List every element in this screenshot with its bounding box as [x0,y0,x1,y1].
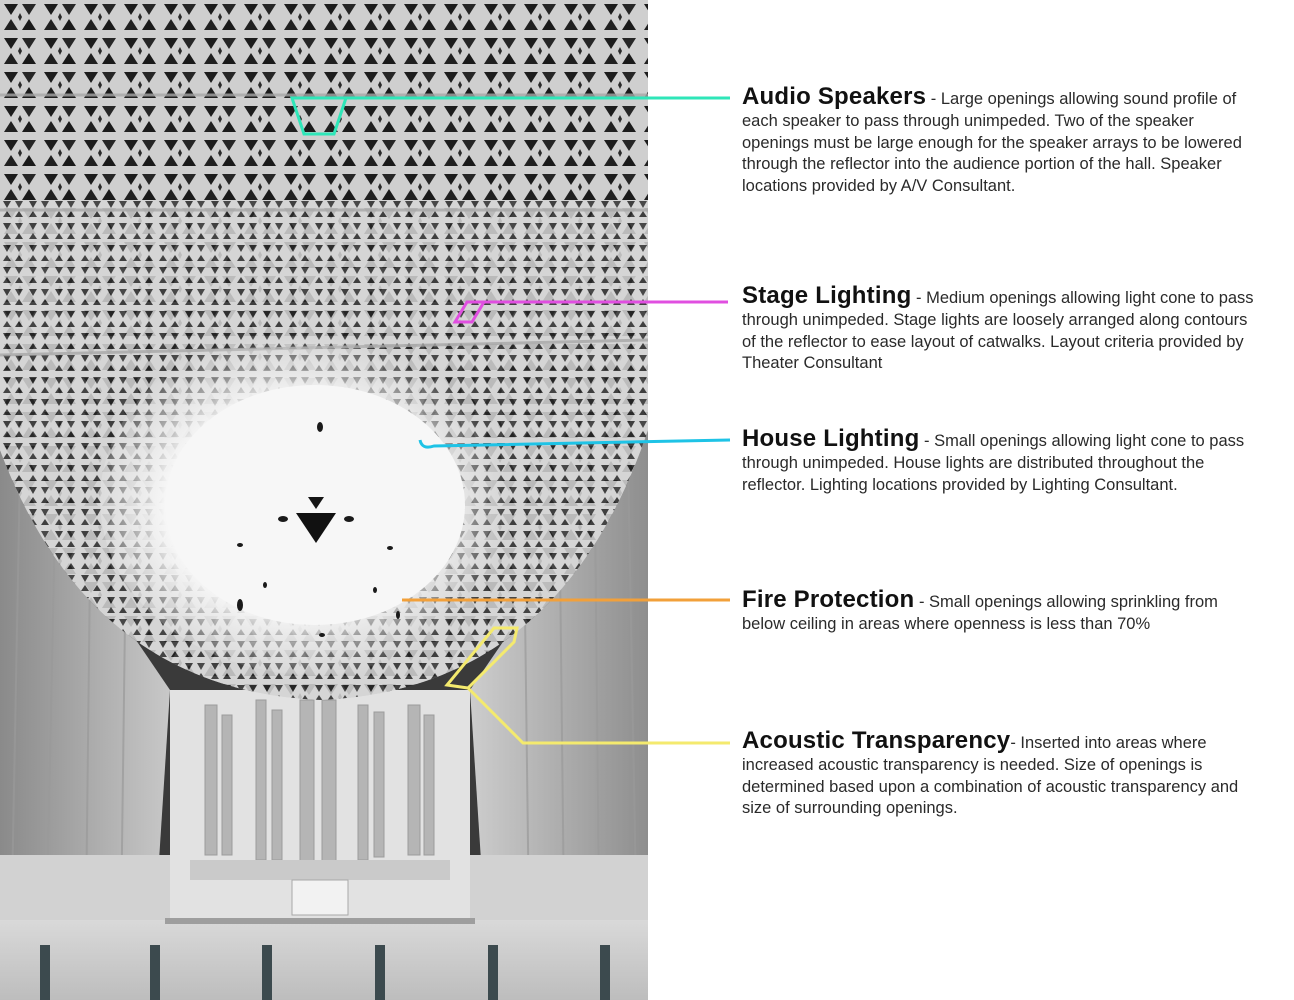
annotation-house-lighting [742,425,1262,496]
annotation-description: - Medium openings allowing light cone to pass through unimpeded. Stage lights are loosely arranged along contours of the reflector to ease layout of catwalks. Layout criteria provided by Theater Consultant [742,289,1254,373]
annotation-fire-protection [742,586,1262,636]
annotation-description: - Small openings allowing sprinkling from below ceiling in areas where openness is less than 70% [742,593,1218,633]
annotation-title: House Lighting [742,425,920,452]
annotation-title: Stage Lighting [742,282,912,309]
annotation-description: - Large openings allowing sound profile of each speaker to pass through unimpeded. Two of the speaker openings must be large enough for the speaker arrays to be lowered through the reflector into the audience portion of the hall. Speaker locations provided by A/V Consultant. [742,90,1242,196]
annotation-description: - Inserted into areas where increased acoustic transparency is needed. Size of openings is determined based upon a combination of acoustic transparency and size of surrounding openings. [742,734,1239,818]
annotation-stage-lighting [742,282,1262,375]
annotation-acoustic-transparency [742,727,1262,820]
annotation-title: Audio Speakers [742,83,927,110]
annotation-description: - Small openings allowing light cone to pass through unimpeded. House lights are distributed throughout the reflector. Lighting locations provided by Lighting Consultant. [742,432,1245,494]
annotation-title: Fire Protection [742,586,915,613]
annotation-title: Acoustic Transparency [742,727,1011,754]
annotation-audio-speakers [742,83,1262,198]
